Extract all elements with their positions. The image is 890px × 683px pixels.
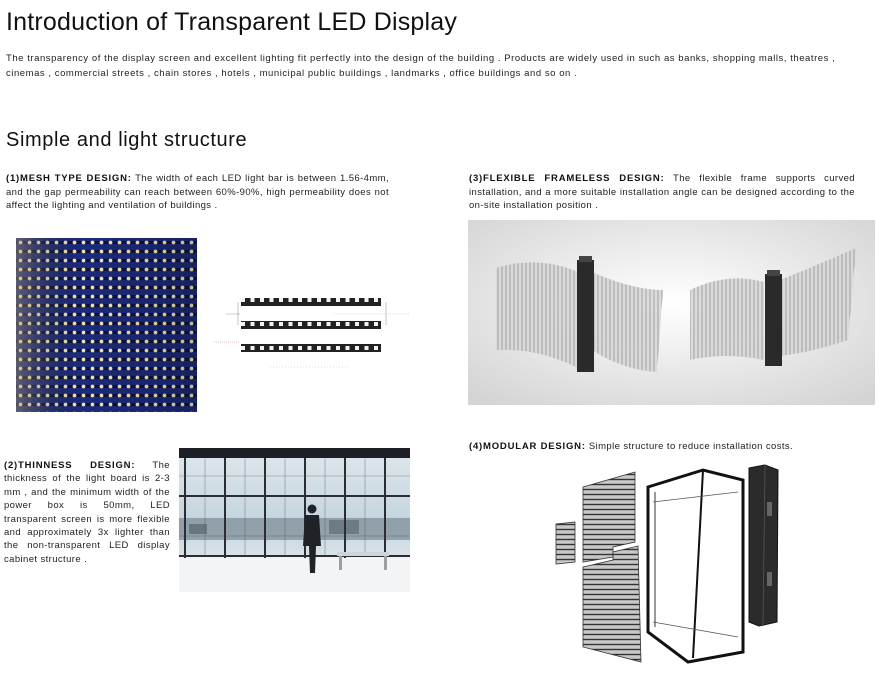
thinness-design-text: The thickness of the light board is 2-3 mm , and the minimum width of the power box is 50mm, LED transparent screen is more flexible and approximately 3x lighter than the non-transparent LED display cabinet structure .	[4, 460, 170, 565]
curved-panels-image	[468, 220, 875, 405]
modular-design-text: Simple structure to reduce installation costs.	[585, 441, 794, 452]
light-bar-diagram	[210, 296, 415, 376]
thinness-design-paragraph	[4, 459, 170, 566]
section-heading: Simple and light structure	[6, 129, 248, 151]
mesh-design-paragraph	[6, 172, 389, 213]
frameless-design-paragraph	[469, 172, 855, 213]
mesh-design-text: The width of each LED light bar is between 1.56-4mm, and the gap permeability can reach between 60%-90%, high permeability does not affect the lighting and ventilation of buildings .	[6, 173, 389, 211]
page-title: Introduction of Transparent LED Display	[6, 8, 458, 36]
office-window-image	[179, 448, 410, 592]
modular-exploded-image	[553, 462, 783, 664]
led-mesh-closeup-image	[16, 238, 197, 412]
intro-paragraph: The transparency of the display screen and excellent lighting fit perfectly into the design of the building . Products are widely used in such as banks, shopping malls, theatres , cinemas , commercial streets , chain stores , hotels , municipal public buildings , landmarks , office buildings and so on .	[6, 53, 836, 79]
mesh-design-label: (1)MESH TYPE DESIGN:	[6, 173, 132, 184]
frameless-design-text: The flexible frame supports curved installation, and a more suitable installation angle can be designed according to the on-site installation position .	[469, 173, 855, 211]
modular-design-paragraph	[469, 440, 869, 454]
thinness-design-label: (2)THINNESS DESIGN:	[4, 460, 136, 471]
modular-design-label: (4)MODULAR DESIGN:	[469, 441, 586, 452]
frameless-design-label: (3)FLEXIBLE FRAMELESS DESIGN:	[469, 173, 665, 184]
